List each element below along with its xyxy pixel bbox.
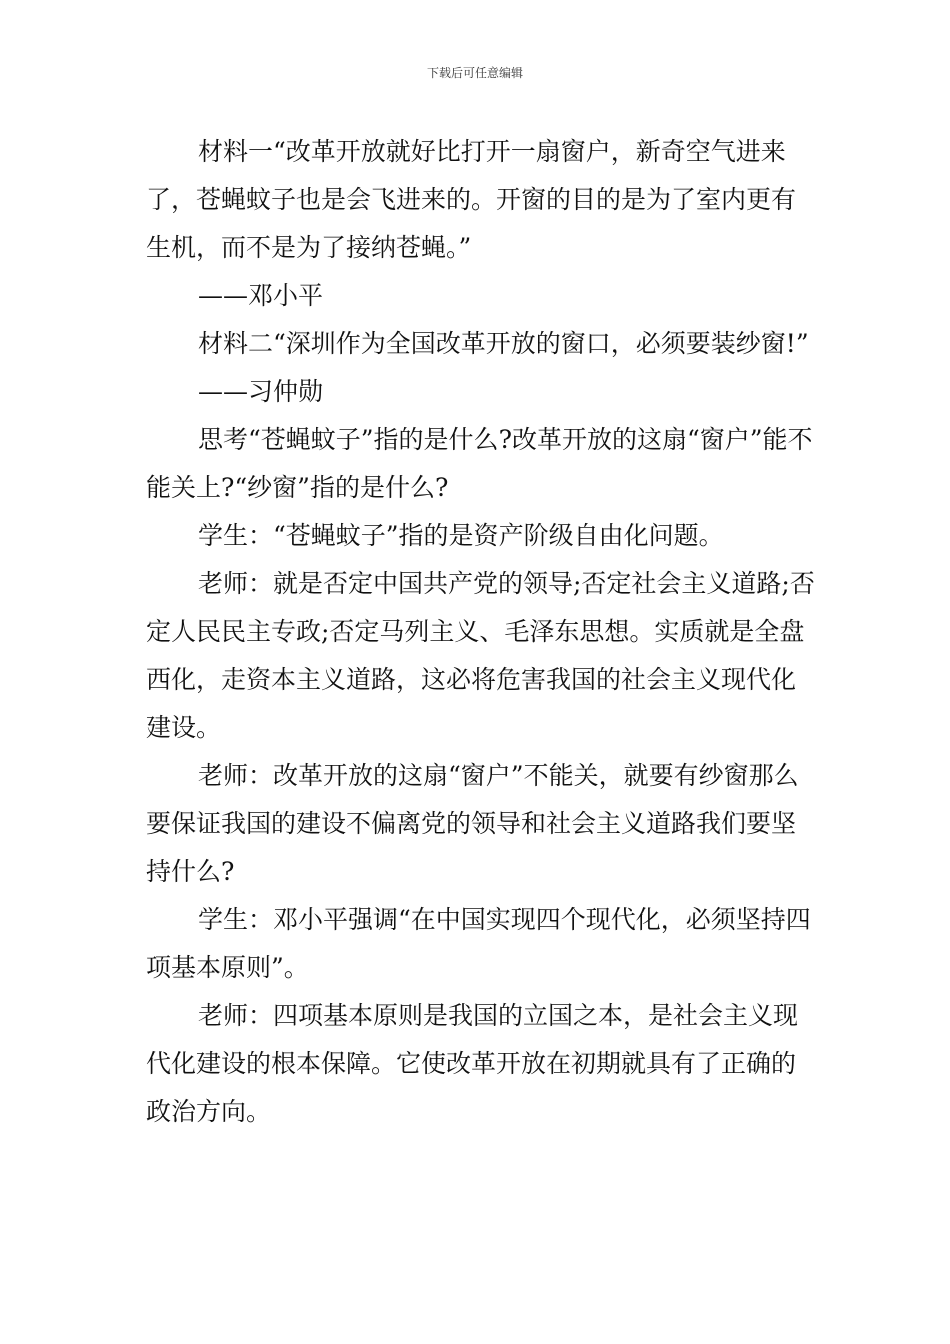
paragraph-teacher-1: 老师：就是否定中国共产党的领导;否定社会主义道路;否定人民民主专政;否定马列主义、毛泽东思想。实质就是全盘西化，走资本主义道路，这必将危害我国的社会主义现代化建设。: [146, 569, 815, 742]
paragraph-teacher-3: 老师：四项基本原则是我国的立国之本，是社会主义现代化建设的根本保障。它使改革开放在初期就具有了正确的政治方向。: [146, 1001, 799, 1126]
paragraph-student-answer-2: 学生：邓小平强调“在中国实现四个现代化，必须坚持四项基本原则”。: [146, 905, 811, 982]
paragraph-attribution-xi: ——习仲勋: [198, 377, 324, 406]
paragraph-material-one: 材料一“改革开放就好比打开一扇窗户，新奇空气进来了，苍蝇蚊子也是会飞进来的。开窗的目的是为了室内更有生机，而不是为了接纳苍蝇。”: [146, 137, 797, 262]
document-body: [146, 128, 816, 1136]
paragraph-question: 思考“苍蝇蚊子”指的是什么?改革开放的这扇“窗户”能不能关上?“纱窗”指的是什么?: [146, 425, 813, 502]
paragraph-material-two: 材料二“深圳作为全国改革开放的窗口，必须要装纱窗!”: [198, 329, 809, 358]
paragraph-student-answer-1: 学生：“苍蝇蚊子”指的是资产阶级自由化问题。: [198, 521, 724, 550]
paragraph-teacher-2: 老师：改革开放的这扇“窗户”不能关，就要有纱窗那么要保证我国的建设不偏离党的领导和社会主义道路我们要坚持什么?: [146, 761, 799, 886]
page-header-note: 下载后可任意编辑: [426, 66, 523, 80]
paragraph-attribution-deng: ——邓小平: [198, 281, 324, 310]
